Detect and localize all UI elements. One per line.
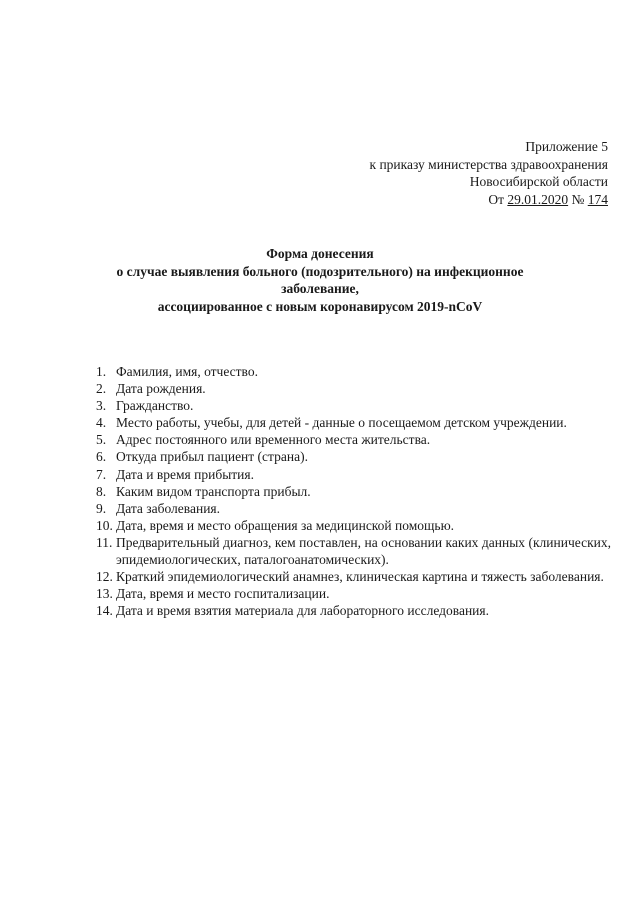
item-number: 9. (96, 500, 107, 516)
item-number: 11. (96, 534, 113, 550)
item-number: 10. (96, 517, 113, 533)
title-line-3: заболевание, (281, 281, 359, 296)
list-item (96, 448, 611, 465)
item-text: Каким видом транспорта прибыл. (116, 483, 311, 499)
list-item (96, 602, 611, 619)
item-number: 4. (96, 415, 107, 431)
title-line-4: ассоциированное с новым коронавирусом 2019-nCoV (157, 298, 483, 314)
list-item (96, 466, 611, 483)
item-text: Дата и время взятия материала для лабораторного исследования. (116, 603, 489, 619)
item-number: 6. (96, 449, 107, 465)
title-line-2: о случае выявления больного (подозрительного) на инфекционное (116, 263, 524, 279)
item-text: Фамилия, имя, отчество. (116, 364, 258, 379)
item-text: Гражданство. (116, 398, 194, 414)
list-item (96, 380, 611, 397)
item-text: Дата заболевания. (116, 500, 220, 516)
appendix-line-3: Новосибирской области (469, 174, 608, 189)
item-text: Дата и время прибытия. (116, 466, 254, 482)
item-text: Предварительный диагноз, кем поставлен, на основании каких данных (клинических, эпидемиологических, паталогоанатомических). (116, 534, 611, 568)
form-items-list (96, 363, 611, 619)
item-number: 1. (96, 364, 107, 379)
number-sign: № (571, 191, 585, 207)
list-item (96, 414, 611, 431)
item-text: Краткий эпидемиологический анамнез, клиническая картина и тяжесть заболевания. (116, 569, 604, 585)
item-text: Дата рождения. (116, 381, 206, 397)
item-text: Дата, время и место госпитализации. (116, 586, 330, 602)
item-text: Место работы, учебы, для детей - данные о посещаемом детском учреждении. (116, 415, 567, 431)
list-item (96, 483, 611, 500)
item-text: Откуда прибыл пациент (страна). (116, 449, 308, 465)
list-item (96, 431, 611, 448)
form-title (80, 245, 560, 315)
list-item (96, 534, 611, 568)
item-number: 5. (96, 432, 107, 448)
order-number: 174 (587, 191, 608, 207)
list-item (96, 363, 611, 380)
item-number: 8. (96, 483, 107, 499)
list-item (96, 500, 611, 517)
item-text: Адрес постоянного или временного места жительства. (116, 432, 431, 448)
item-number: 12. (96, 569, 113, 585)
list-item (96, 585, 611, 602)
item-number: 7. (96, 466, 107, 482)
item-number: 2. (96, 381, 107, 397)
item-text: Дата, время и место обращения за медицинской помощью. (116, 517, 455, 533)
appendix-line-2: к приказу министерства здравоохранения (369, 156, 608, 172)
list-item (96, 568, 611, 585)
item-number: 14. (96, 603, 113, 619)
title-line-1: Форма донесения (266, 246, 374, 261)
order-date: 29.01.2020 (507, 191, 569, 207)
appendix-header (370, 138, 608, 208)
appendix-line-1: Приложение 5 (525, 139, 608, 154)
date-prefix: От (488, 191, 504, 207)
item-number: 13. (96, 586, 113, 602)
appendix-date-line (370, 191, 608, 209)
item-number: 3. (96, 398, 107, 414)
list-item (96, 397, 611, 414)
list-item (96, 517, 611, 534)
